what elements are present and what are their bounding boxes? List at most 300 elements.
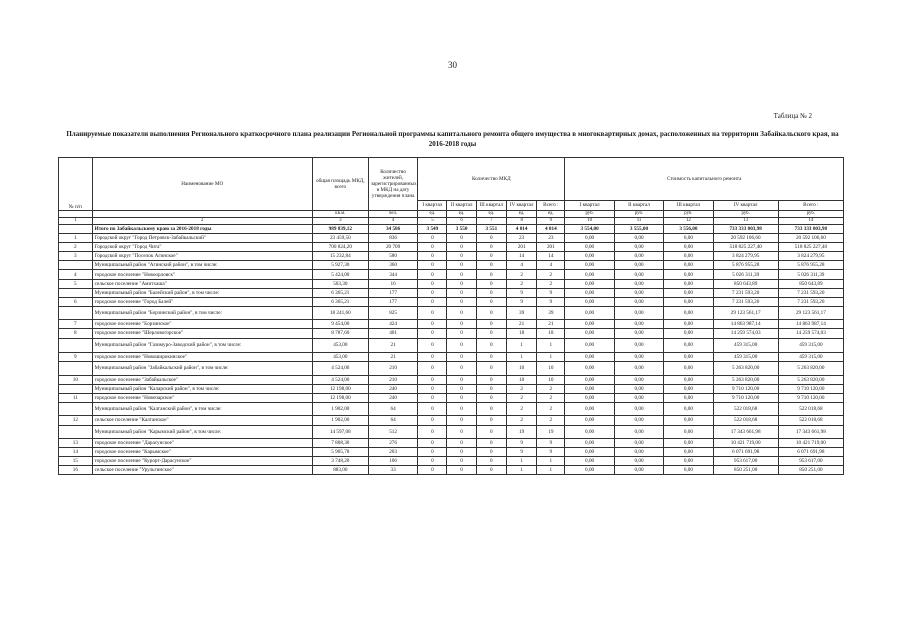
cell-cost-total: 522 018,68 xyxy=(778,416,843,425)
cell-cost-q3: 0,00 xyxy=(664,279,713,288)
cell-mkd-total: 4 xyxy=(537,261,565,270)
table-row xyxy=(59,439,844,448)
cell-area: 12 198,00 xyxy=(312,384,368,393)
cell-cost-total: 6 071 691,98 xyxy=(778,448,843,457)
unit-cell: ед. xyxy=(476,211,506,218)
cell-mkd-q1: 0 xyxy=(418,384,447,393)
cell-mkd-q4: 9 xyxy=(506,448,536,457)
cell-cost-q3: 3 556,00 xyxy=(664,225,713,234)
cell-mkd-total: 18 xyxy=(537,329,565,338)
header-area: общая площадь МКД, всего xyxy=(312,158,368,211)
cell-cost-q3: 0,00 xyxy=(664,329,713,338)
cell-mkd-q3: 0 xyxy=(476,448,506,457)
cell-mkd-q2: 0 xyxy=(447,234,476,243)
cell-name: Городской округ "Город Петровск-Забайкальский" xyxy=(92,234,312,243)
cell-mkd-q1: 0 xyxy=(418,261,447,270)
cell-area: 7 808,30 xyxy=(312,439,368,448)
cell-mkd-q2: 0 xyxy=(447,329,476,338)
cell-mkd-q3: 0 xyxy=(476,270,506,279)
cell-mkd-q2: 0 xyxy=(447,320,476,329)
table-row xyxy=(59,384,844,393)
cell-mkd-q1: 0 xyxy=(418,457,447,466)
table-row xyxy=(59,270,844,279)
cell-cost-q2: 0,00 xyxy=(614,243,663,252)
cell-cost-q3: 0,00 xyxy=(664,416,713,425)
cell-mkd-q2: 0 xyxy=(447,457,476,466)
cell-mkd-q3: 0 xyxy=(476,279,506,288)
cell-name: Муниципальный район "Забайкальский район", в том числе: xyxy=(92,362,312,376)
cell-mkd-q3: 0 xyxy=(476,402,506,416)
cell-mkd-q4: 2 xyxy=(506,416,536,425)
cell-mkd-q3: 0 xyxy=(476,306,506,320)
column-number: 8 xyxy=(506,218,536,225)
cell-cost-q2: 0,00 xyxy=(614,466,663,475)
unit-cell: ед. xyxy=(447,211,476,218)
cell-cost-q3: 0,00 xyxy=(664,393,713,402)
table-row xyxy=(59,297,844,306)
column-number: 5 xyxy=(418,218,447,225)
unit-cell: чел. xyxy=(368,211,417,218)
cell-cost-q4: 850 643,89 xyxy=(713,279,778,288)
cell-mkd-q3: 0 xyxy=(476,466,506,475)
column-number: 3 xyxy=(312,218,368,225)
cell-mkd-total: 10 xyxy=(537,362,565,376)
cell-name: Муниципальный район "Газимуро-Заводский район", в том числе: xyxy=(92,338,312,353)
cell-cost-q2: 0,00 xyxy=(614,279,663,288)
cell-mkd-q1: 0 xyxy=(418,466,447,475)
cell-mkd-q3: 0 xyxy=(476,362,506,376)
cell-mkd-q3: 0 xyxy=(476,320,506,329)
column-number: 2 xyxy=(92,218,312,225)
cell-mkd-q2: 0 xyxy=(447,439,476,448)
cell-name: городское поселение "Карымское" xyxy=(92,448,312,457)
unit-cell: руб. xyxy=(565,211,614,218)
cell-cost-total: 5 263 820,00 xyxy=(778,362,843,376)
cell-mkd-q2: 0 xyxy=(447,393,476,402)
cell-mkd-q1: 0 xyxy=(418,234,447,243)
cell-mkd-q1: 0 xyxy=(418,448,447,457)
cell-cost-total: 3 824 279,95 xyxy=(778,252,843,261)
cell-num: 8 xyxy=(59,329,93,338)
cell-cost-q4: 7 231 593,20 xyxy=(713,297,778,306)
cell-cost-q1: 0,00 xyxy=(565,270,614,279)
cell-cost-q1: 0,00 xyxy=(565,234,614,243)
cell-residents: 203 xyxy=(368,448,417,457)
cell-cost-total: 7 231 593,20 xyxy=(778,297,843,306)
cell-mkd-q1: 0 xyxy=(418,425,447,439)
column-number: 10 xyxy=(565,218,614,225)
cell-cost-q1: 0,00 xyxy=(565,402,614,416)
cell-area: 5 905,78 xyxy=(312,448,368,457)
cell-num: 3 xyxy=(59,252,93,261)
cell-num xyxy=(59,261,93,270)
cell-cost-total: 9 710 120,00 xyxy=(778,393,843,402)
cell-mkd-total: 9 xyxy=(537,448,565,457)
cell-name: Муниципальный район "Карымский район", в том числе: xyxy=(92,425,312,439)
cell-area: 989 839,12 xyxy=(312,225,368,234)
cell-cost-q3: 0,00 xyxy=(664,338,713,353)
cell-mkd-q3: 0 xyxy=(476,338,506,353)
cell-cost-total: 14 863 987,14 xyxy=(778,320,843,329)
cell-cost-q3: 0,00 xyxy=(664,439,713,448)
cell-mkd-q2: 0 xyxy=(447,425,476,439)
cell-mkd-q4: 201 xyxy=(506,243,536,252)
unit-cell: ед. xyxy=(506,211,536,218)
cell-mkd-q2: 0 xyxy=(447,402,476,416)
cell-mkd-q4: 2 xyxy=(506,402,536,416)
cell-cost-total: 850 251,00 xyxy=(778,466,843,475)
cell-residents: 21 xyxy=(368,353,417,362)
header-q2-cost: II квартал xyxy=(614,200,663,210)
cell-cost-q3: 0,00 xyxy=(664,270,713,279)
table-row xyxy=(59,320,844,329)
header-q3-cost: III квартал xyxy=(664,200,713,210)
cell-mkd-q1: 0 xyxy=(418,252,447,261)
cell-mkd-q4: 9 xyxy=(506,439,536,448)
cell-residents: 210 xyxy=(368,375,417,384)
cell-area: 3 748,20 xyxy=(312,457,368,466)
table-row xyxy=(59,279,844,288)
cell-cost-q4: 733 333 003,98 xyxy=(713,225,778,234)
cell-mkd-q1: 0 xyxy=(418,297,447,306)
cell-name: городское поселение "Город Балей" xyxy=(92,297,312,306)
cell-cost-q4: 14 259 574,03 xyxy=(713,329,778,338)
cell-mkd-q3: 0 xyxy=(476,457,506,466)
cell-name: городское поселение "Новоорловск" xyxy=(92,270,312,279)
cell-num: 4 xyxy=(59,270,93,279)
header-q1-cost: I квартал xyxy=(565,200,614,210)
cell-cost-q4: 5 263 820,00 xyxy=(713,362,778,376)
cell-mkd-q4: 2 xyxy=(506,384,536,393)
cell-mkd-total: 14 xyxy=(537,252,565,261)
cell-num xyxy=(59,225,93,234)
column-number: 9 xyxy=(537,218,565,225)
cell-cost-q2: 0,00 xyxy=(614,297,663,306)
cell-mkd-q4: 2 xyxy=(506,279,536,288)
cell-mkd-q4: 9 xyxy=(506,288,536,297)
cell-cost-q2: 0,00 xyxy=(614,329,663,338)
cell-mkd-q4: 10 xyxy=(506,375,536,384)
cell-cost-q2: 0,00 xyxy=(614,393,663,402)
cell-cost-q4: 522 018,68 xyxy=(713,416,778,425)
cell-area: 6 365,21 xyxy=(312,297,368,306)
unit-cell: руб. xyxy=(713,211,778,218)
table-row xyxy=(59,457,844,466)
page-number: 30 xyxy=(448,60,457,70)
cell-mkd-q3: 0 xyxy=(476,384,506,393)
cell-name: городское поселение "Забайкальское" xyxy=(92,375,312,384)
cell-mkd-q1: 0 xyxy=(418,288,447,297)
cell-num: 14 xyxy=(59,448,93,457)
cell-cost-q4: 17 343 661,98 xyxy=(713,425,778,439)
cell-cost-total: 17 343 661,98 xyxy=(778,425,843,439)
cell-area: 4 524,00 xyxy=(312,375,368,384)
cell-cost-total: 7 231 593,20 xyxy=(778,288,843,297)
header-q4-cost: IV квартал xyxy=(713,200,778,210)
cell-area: 1 902,00 xyxy=(312,416,368,425)
cell-residents: 424 xyxy=(368,320,417,329)
cell-mkd-q4: 10 xyxy=(506,362,536,376)
cell-cost-total: 20 592 106,60 xyxy=(778,234,843,243)
cell-cost-q4: 3 824 279,95 xyxy=(713,252,778,261)
cell-residents: 16 xyxy=(368,279,417,288)
cell-cost-q1: 0,00 xyxy=(565,393,614,402)
cell-mkd-q1: 0 xyxy=(418,353,447,362)
table-row xyxy=(59,375,844,384)
cell-name: сельское поселение "Амитхаша" xyxy=(92,279,312,288)
header-q3: III квартал xyxy=(476,200,506,210)
cell-name: Муниципальный район "Балейский район", в том числе: xyxy=(92,288,312,297)
cell-residents: 240 xyxy=(368,384,417,393)
cell-num: 7 xyxy=(59,320,93,329)
cell-cost-q2: 0,00 xyxy=(614,457,663,466)
cell-cost-q4: 6 071 691,98 xyxy=(713,448,778,457)
cell-area: 1 902,00 xyxy=(312,402,368,416)
table-row xyxy=(59,234,844,243)
cell-cost-q1: 0,00 xyxy=(565,425,614,439)
cell-cost-q3: 0,00 xyxy=(664,288,713,297)
cell-residents: 20 709 xyxy=(368,243,417,252)
cell-name: Муниципальный район "Каларский район", в том числе: xyxy=(92,384,312,393)
cell-mkd-q3: 0 xyxy=(476,425,506,439)
cell-name: Итого по Забайкальскому краю за 2016-2018 годы xyxy=(92,225,312,234)
cell-cost-total: 733 333 003,98 xyxy=(778,225,843,234)
table-row xyxy=(59,288,844,297)
cell-cost-total: 14 259 574,03 xyxy=(778,329,843,338)
table-row xyxy=(59,243,844,252)
cell-mkd-q1: 0 xyxy=(418,270,447,279)
cell-num: 2 xyxy=(59,243,93,252)
cell-cost-total: 29 123 561,17 xyxy=(778,306,843,320)
cell-cost-q1: 0,00 xyxy=(565,252,614,261)
cell-mkd-total: 2 xyxy=(537,416,565,425)
cell-cost-q3: 0,00 xyxy=(664,362,713,376)
cell-cost-q1: 0,00 xyxy=(565,466,614,475)
cell-mkd-q1: 0 xyxy=(418,329,447,338)
column-number: 13 xyxy=(713,218,778,225)
cell-cost-q2: 0,00 xyxy=(614,288,663,297)
cell-mkd-total: 1 xyxy=(537,353,565,362)
cell-mkd-q2: 0 xyxy=(447,466,476,475)
cell-cost-total: 5 876 955,28 xyxy=(778,261,843,270)
cell-cost-q4: 9 710 120,00 xyxy=(713,384,778,393)
cell-area: 23 459,50 xyxy=(312,234,368,243)
cell-mkd-total: 10 xyxy=(537,375,565,384)
column-number: 7 xyxy=(476,218,506,225)
cell-cost-q2: 0,00 xyxy=(614,384,663,393)
cell-cost-q1: 0,00 xyxy=(565,375,614,384)
table-number: Таблица № 2 xyxy=(773,112,812,120)
cell-name: городское поселение "Курорт-Дарасунское" xyxy=(92,457,312,466)
cell-mkd-q2: 0 xyxy=(447,279,476,288)
column-number: 14 xyxy=(778,218,843,225)
cell-mkd-q4: 9 xyxy=(506,297,536,306)
unit-cell: руб. xyxy=(614,211,663,218)
cell-residents: 64 xyxy=(368,416,417,425)
header-q1: I квартал xyxy=(418,200,447,210)
cell-residents: 177 xyxy=(368,297,417,306)
cell-mkd-q4: 1 xyxy=(506,338,536,353)
cell-area: 18 241,60 xyxy=(312,306,368,320)
cell-cost-q1: 0,00 xyxy=(565,362,614,376)
cell-cost-q4: 7 231 593,20 xyxy=(713,288,778,297)
cell-cost-q1: 0,00 xyxy=(565,448,614,457)
cell-cost-q2: 0,00 xyxy=(614,402,663,416)
cell-num: 9 xyxy=(59,353,93,362)
cell-mkd-q1: 0 xyxy=(418,416,447,425)
cell-cost-q4: 953 617,00 xyxy=(713,457,778,466)
cell-mkd-total: 2 xyxy=(537,270,565,279)
cell-cost-q1: 0,00 xyxy=(565,279,614,288)
cell-cost-q2: 0,00 xyxy=(614,439,663,448)
cell-cost-q4: 5 263 820,00 xyxy=(713,375,778,384)
cell-cost-q2: 0,00 xyxy=(614,234,663,243)
cell-cost-q2: 3 555,00 xyxy=(614,225,663,234)
cell-num: 1 xyxy=(59,234,93,243)
cell-mkd-q2: 0 xyxy=(447,375,476,384)
cell-area: 9 454,00 xyxy=(312,320,368,329)
cell-mkd-q2: 0 xyxy=(447,261,476,270)
cell-mkd-q2: 0 xyxy=(447,252,476,261)
cell-num: 12 xyxy=(59,416,93,425)
cell-mkd-q3: 0 xyxy=(476,329,506,338)
cell-mkd-q2: 0 xyxy=(447,270,476,279)
cell-cost-q3: 0,00 xyxy=(664,297,713,306)
cell-name: сельское поселение "Урульгинское" xyxy=(92,466,312,475)
cell-cost-q1: 0,00 xyxy=(565,439,614,448)
cell-area: 453,00 xyxy=(312,338,368,353)
cell-name: Муниципальный район "Борзинский район", в том числе: xyxy=(92,306,312,320)
cell-mkd-total: 2 xyxy=(537,393,565,402)
cell-cost-q1: 0,00 xyxy=(565,306,614,320)
cell-mkd-q4: 39 xyxy=(506,306,536,320)
cell-cost-q4: 20 592 106,60 xyxy=(713,234,778,243)
cell-cost-q4: 522 018,68 xyxy=(713,402,778,416)
units-row xyxy=(59,211,844,218)
column-number: 4 xyxy=(368,218,417,225)
column-number: 11 xyxy=(614,218,663,225)
cell-residents: 401 xyxy=(368,329,417,338)
cell-cost-total: 5 026 311,39 xyxy=(778,270,843,279)
cell-cost-q4: 459 315,00 xyxy=(713,353,778,362)
cell-mkd-q1: 0 xyxy=(418,393,447,402)
unit-cell xyxy=(59,211,93,218)
document-title: Планируемые показатели выполнения Регионального краткосрочного плана реализации Региональной программы капитального ремонта общего имущества в многоквартирных домах, расположенных на территории Забайкальского края, на 2016-2018 годы xyxy=(66,130,839,148)
cell-mkd-q1: 0 xyxy=(418,338,447,353)
cell-cost-q3: 0,00 xyxy=(664,261,713,270)
cell-cost-q1: 0,00 xyxy=(565,416,614,425)
cell-name: городское поселение "Дарасунское" xyxy=(92,439,312,448)
cell-cost-q3: 0,00 xyxy=(664,306,713,320)
cell-residents: 106 xyxy=(368,457,417,466)
cell-cost-q3: 0,00 xyxy=(664,466,713,475)
cell-cost-q3: 0,00 xyxy=(664,384,713,393)
cell-area: 4 524,00 xyxy=(312,362,368,376)
table-row xyxy=(59,416,844,425)
cell-mkd-q3: 0 xyxy=(476,288,506,297)
cell-mkd-q1: 0 xyxy=(418,402,447,416)
table-row xyxy=(59,362,844,376)
column-number: 1 xyxy=(59,218,93,225)
cell-cost-q2: 0,00 xyxy=(614,353,663,362)
cell-num xyxy=(59,306,93,320)
cell-num: 10 xyxy=(59,375,93,384)
cell-mkd-q2: 0 xyxy=(447,338,476,353)
cell-mkd-q4: 2 xyxy=(506,393,536,402)
cell-mkd-q4: 18 xyxy=(506,329,536,338)
cell-cost-q4: 518 825 227,40 xyxy=(713,243,778,252)
cell-mkd-q2: 0 xyxy=(447,448,476,457)
cell-mkd-q4: 1 xyxy=(506,353,536,362)
cell-mkd-total: 2 xyxy=(537,384,565,393)
cell-area: 5 424,00 xyxy=(312,270,368,279)
cell-cost-q3: 0,00 xyxy=(664,353,713,362)
cell-num: 6 xyxy=(59,297,93,306)
cell-name: Городской округ "Поселок Агинское" xyxy=(92,252,312,261)
cell-residents: 240 xyxy=(368,393,417,402)
cell-mkd-q1: 0 xyxy=(418,439,447,448)
cell-cost-q3: 0,00 xyxy=(664,448,713,457)
cell-mkd-q1: 0 xyxy=(418,362,447,376)
cell-cost-total: 953 617,00 xyxy=(778,457,843,466)
cell-area: 12 198,00 xyxy=(312,393,368,402)
cell-cost-q1: 0,00 xyxy=(565,384,614,393)
cell-cost-q2: 0,00 xyxy=(614,362,663,376)
cell-mkd-q2: 3 550 xyxy=(447,225,476,234)
cell-mkd-q1: 0 xyxy=(418,243,447,252)
cell-mkd-q3: 0 xyxy=(476,416,506,425)
cell-num: 13 xyxy=(59,439,93,448)
cell-cost-q3: 0,00 xyxy=(664,320,713,329)
cell-area: 14 597,08 xyxy=(312,425,368,439)
cell-cost-q1: 3 554,00 xyxy=(565,225,614,234)
cell-mkd-q2: 0 xyxy=(447,288,476,297)
cell-num xyxy=(59,384,93,393)
cell-residents: 360 xyxy=(368,261,417,270)
cell-cost-q4: 5 026 311,39 xyxy=(713,270,778,279)
plan-table xyxy=(58,157,844,475)
cell-area: 700 824,20 xyxy=(312,243,368,252)
cell-mkd-total: 23 xyxy=(537,234,565,243)
header-q2: II квартал xyxy=(447,200,476,210)
cell-residents: 580 xyxy=(368,252,417,261)
cell-num xyxy=(59,402,93,416)
cell-cost-total: 9 710 120,00 xyxy=(778,384,843,393)
cell-cost-q2: 0,00 xyxy=(614,320,663,329)
cell-mkd-q1: 0 xyxy=(418,306,447,320)
cell-cost-q2: 0,00 xyxy=(614,306,663,320)
cell-mkd-q3: 3 551 xyxy=(476,225,506,234)
cell-cost-q4: 459 315,00 xyxy=(713,338,778,353)
cell-cost-q2: 0,00 xyxy=(614,448,663,457)
cell-cost-q3: 0,00 xyxy=(664,234,713,243)
cell-num xyxy=(59,288,93,297)
unit-cell: ед. xyxy=(418,211,447,218)
unit-cell xyxy=(92,211,312,218)
cell-cost-total: 459 315,00 xyxy=(778,338,843,353)
cell-mkd-total: 1 xyxy=(537,466,565,475)
cell-mkd-total: 4 014 xyxy=(537,225,565,234)
cell-mkd-q3: 0 xyxy=(476,252,506,261)
cell-cost-total: 10 421 719,00 xyxy=(778,439,843,448)
table-row xyxy=(59,402,844,416)
cell-cost-q4: 29 123 561,17 xyxy=(713,306,778,320)
header-num: № п/п xyxy=(59,158,93,211)
cell-cost-total: 518 825 227,40 xyxy=(778,243,843,252)
table-row xyxy=(59,466,844,475)
cell-name: сельское поселение "Калганское" xyxy=(92,416,312,425)
cell-cost-q4: 9 710 120,00 xyxy=(713,393,778,402)
